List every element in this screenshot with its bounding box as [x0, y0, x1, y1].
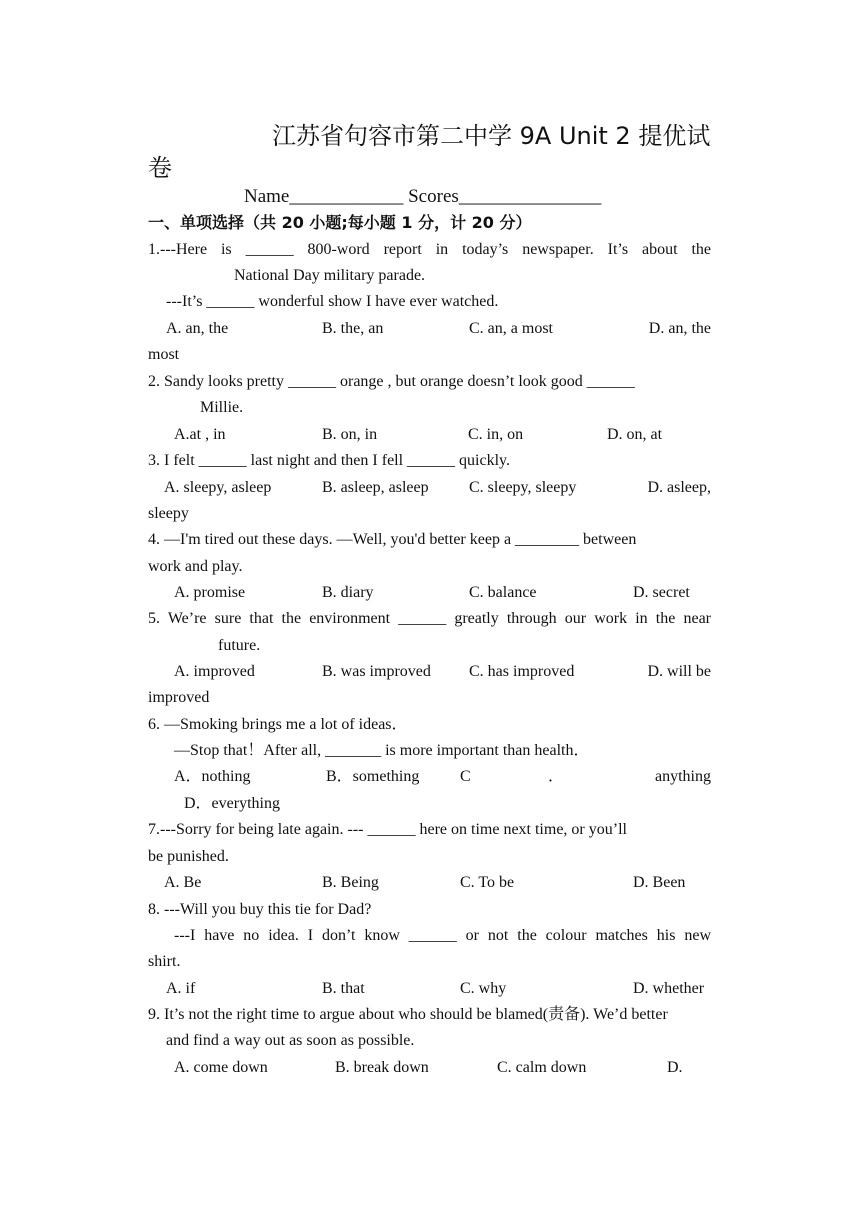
question-7-option-a: A. Be [164, 874, 202, 891]
question-3-stem: 3. I felt ______ last night and then I fell ______ quickly. [148, 452, 511, 469]
question-4-option-d: D. secret [633, 584, 690, 601]
question-8-reply-cont: shirt. [148, 953, 181, 970]
question-4-option-a: A. promise [174, 584, 246, 601]
question-5-stem: 5. We’re sure that the environment ______ greatly through our work in the near [148, 610, 711, 627]
question-7-option-d: D. Been [633, 874, 686, 891]
question-6-option-a: A．nothing [174, 768, 251, 785]
question-3-option-d: D. asleep, [647, 479, 711, 496]
question-1-option-d: D. an, the [648, 320, 711, 337]
question-5-option-d-cont: improved [148, 689, 210, 706]
question-1-option-c: C. an, a most [469, 320, 553, 337]
question-5-option-c: C. has improved [469, 663, 575, 680]
question-7-option-b: B. Being [322, 874, 379, 891]
question-9-option-d: D. [667, 1059, 683, 1076]
question-9-option-b: B. break down [335, 1059, 429, 1076]
question-4-option-c: C. balance [469, 584, 537, 601]
question-8-stem: 8. ---Will you buy this tie for Dad? [148, 901, 372, 918]
question-4-stem: 4. —I'm tired out these days. —Well, you'd better keep a ________ between [148, 531, 637, 548]
question-2-option-a: A.at , in [174, 426, 226, 443]
question-2-stem: 2. Sandy looks pretty ______ orange , but orange doesn’t look good ______ [148, 373, 635, 390]
question-6-reply: —Stop that！After all, _______ is more important than health． [174, 742, 590, 759]
page-title-continued: 卷 [148, 154, 172, 182]
question-9-option-c: C. calm down [497, 1059, 587, 1076]
question-8-option-a: A. if [166, 980, 196, 997]
question-8-option-c: C. why [460, 980, 507, 997]
question-2-option-b: B. on, in [322, 426, 378, 443]
question-6-option-c-text: anything [655, 768, 711, 785]
question-1-option-d-cont: most [148, 346, 180, 363]
question-9-option-a: A. come down [174, 1059, 268, 1076]
page-title: 江苏省句容市第二中学 9A Unit 2 提优试 [272, 122, 711, 150]
question-5-option-d: D. will be [647, 663, 711, 680]
question-9-stem: 9. It’s not the right time to argue about who should be blamed(责备). We’d better [148, 1006, 668, 1023]
question-5-stem-cont: future. [218, 637, 261, 654]
question-5-option-a: A. improved [174, 663, 255, 680]
question-3-option-d-cont: sleepy [148, 505, 189, 522]
question-6-option-c-dot: ． [548, 768, 565, 785]
question-1-reply: ---It’s ______ wonderful show I have ever watched. [166, 293, 499, 310]
question-9-stem-cont: and find a way out as soon as possible. [166, 1032, 415, 1049]
question-6-stem: 6. —Smoking brings me a lot of ideas． [148, 716, 408, 733]
name-scores-line: Name____________ Scores_______________ [244, 186, 602, 207]
question-2-stem-cont: Millie. [200, 399, 244, 416]
question-7-stem: 7.---Sorry for being late again. --- ______ here on time next time, or you’ll [148, 821, 627, 838]
question-3-option-b: B. asleep, asleep [322, 479, 429, 496]
question-8-option-d: D. whether [633, 980, 705, 997]
question-3-option-c: C. sleepy, sleepy [469, 479, 577, 496]
question-6-option-b: B．something [326, 768, 420, 785]
question-8-option-b: B. that [322, 980, 365, 997]
question-6-option-c: C [460, 768, 471, 785]
section-heading: 一、单项选择（共 20 小题;每小题 1 分，计 20 分） [148, 213, 532, 232]
question-4-stem-cont: work and play. [148, 558, 243, 575]
question-7-stem-cont: be punished. [148, 848, 229, 865]
question-1-stem: 1.---Here is ______ 800-word report in today’s newspaper. It’s about the [148, 241, 711, 258]
question-4-option-b: B. diary [322, 584, 374, 601]
question-3-option-a: A. sleepy, asleep [164, 479, 272, 496]
question-1-option-a: A. an, the [166, 320, 229, 337]
question-8-reply: ---I have no idea. I don’t know ______ or not the colour matches his new [174, 927, 711, 944]
question-2-option-c: C. in, on [468, 426, 524, 443]
question-5-option-b: B. was improved [322, 663, 431, 680]
question-2-option-d: D. on, at [607, 426, 663, 443]
question-1-option-b: B. the, an [322, 320, 384, 337]
question-1-stem-cont: National Day military parade. [234, 267, 426, 284]
question-6-option-d: D．everything [184, 795, 280, 812]
question-7-option-c: C. To be [460, 874, 515, 891]
